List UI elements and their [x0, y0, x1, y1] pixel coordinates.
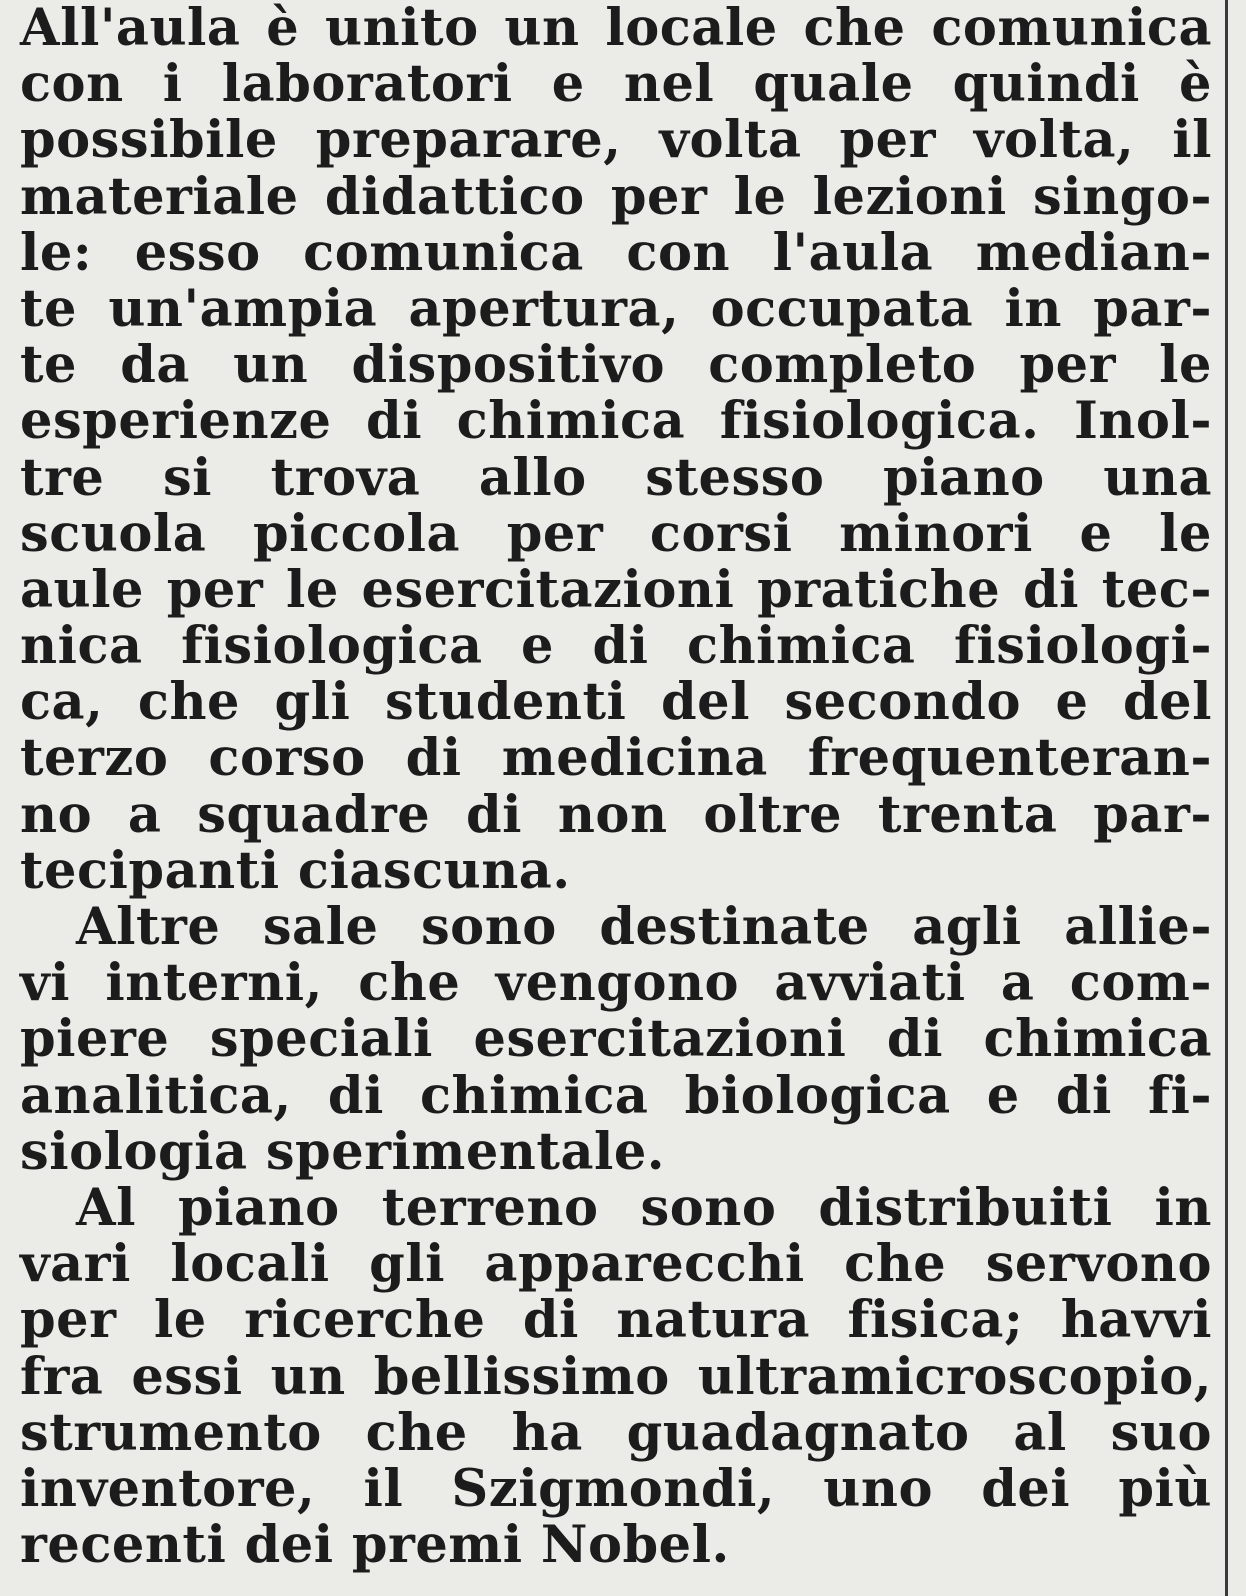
text-line: vi interni, che vengono avviati a com-	[20, 953, 1212, 1014]
clipping-edge	[1225, 0, 1228, 1596]
text-line: analitica, di chimica biologica e di fi-	[20, 1065, 1212, 1126]
text-line: Al piano terreno sono distribuiti in	[76, 1177, 1212, 1238]
text-line: Altre sale sono destinate agli allie-	[76, 897, 1212, 957]
text-line: te da un dispositivo completo per le	[20, 335, 1212, 396]
paragraph-2	[20, 899, 1212, 1180]
text-line: piere speciali esercitazioni di chimica	[20, 1009, 1212, 1070]
text-line: te un'ampia apertura, occupata in par-	[20, 278, 1212, 339]
text-line: materiale didattico per le lezioni singo-	[20, 166, 1212, 227]
paragraph-3	[20, 1177, 1212, 1576]
text-line: per le ricerche di natura fisica; havvi	[20, 1290, 1212, 1351]
text-line: tecipanti ciascuna.	[20, 840, 571, 901]
text-line: aule per le esercitazioni pratiche di tec-	[20, 559, 1212, 620]
text-line: scuola piccola per corsi minori e le	[20, 503, 1212, 564]
text-line: con i laboratori e nel quale quindi è	[20, 54, 1212, 115]
text-line: siologia sperimentale.	[20, 1121, 666, 1182]
text-line: ca, che gli studenti del secondo e del	[20, 672, 1212, 733]
text-line: All'aula è unito un locale che comunica	[20, 0, 1212, 58]
text-line: no a squadre di non oltre trenta par-	[20, 784, 1212, 845]
text-line: inventore, il Szigmondi, uno dei più	[20, 1458, 1212, 1519]
text-line: strumento che ha guadagnato al suo	[20, 1402, 1212, 1463]
text-line: tre si trova allo stesso piano una	[20, 447, 1212, 508]
text-line: vari locali gli apparecchi che servono	[20, 1234, 1212, 1295]
text-line: le: esso comunica con l'aula median-	[20, 222, 1212, 283]
text-line: fra essi un bellissimo ultramicroscopio,	[20, 1346, 1212, 1407]
text-line: possibile preparare, volta per volta, il	[20, 110, 1212, 171]
article-column	[20, 0, 1212, 1576]
text-line: esperienze di chimica fisiologica. Inol-	[20, 391, 1212, 452]
paragraph-1	[20, 0, 1212, 899]
text-line: terzo corso di medicina frequenteran-	[20, 728, 1212, 789]
text-line: recenti dei premi Nobel.	[20, 1515, 730, 1576]
text-line: nica fisiologica e di chimica fisiologi-	[20, 616, 1212, 677]
